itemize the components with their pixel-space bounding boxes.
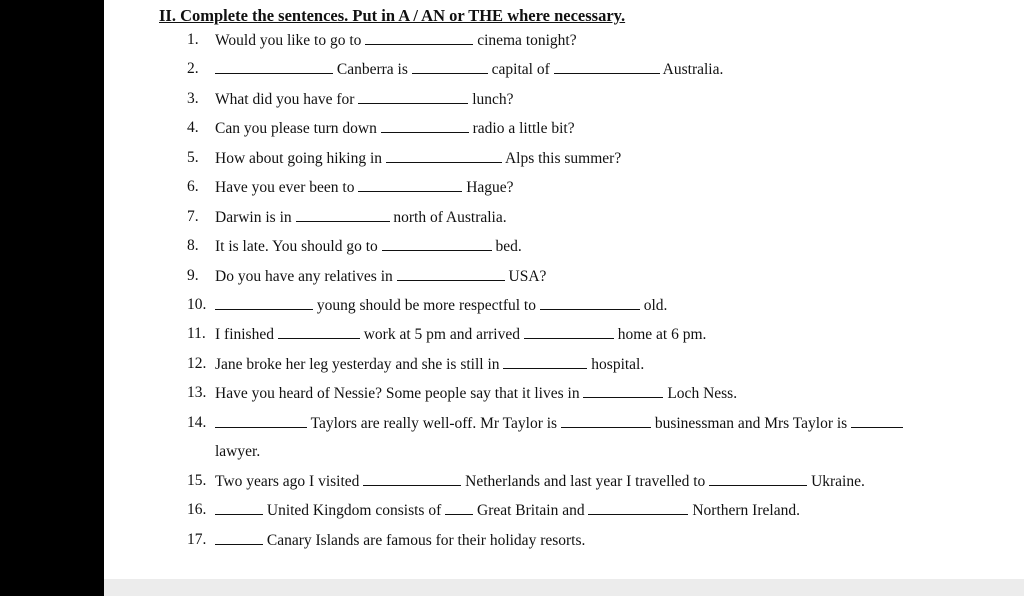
sentence-text: Have you ever been to — [215, 179, 355, 196]
sentence-text: Loch Ness. — [667, 385, 738, 402]
sentence-text: Do you have any relatives in — [215, 268, 393, 285]
question-number: 3. — [187, 90, 199, 107]
question-number: 6. — [187, 178, 199, 195]
answer-blank[interactable] — [588, 500, 688, 515]
question-number: 2. — [187, 60, 199, 77]
answer-blank[interactable] — [363, 471, 461, 486]
question-number: 16. — [187, 501, 207, 518]
answer-blank[interactable] — [524, 324, 614, 339]
question-number: 12. — [187, 355, 207, 372]
sentence-text: Ukraine. — [811, 473, 865, 490]
sentence-text: home at 6 pm. — [617, 326, 707, 343]
sentence-text: Hague? — [466, 179, 514, 196]
answer-blank[interactable] — [709, 471, 807, 486]
answer-blank[interactable] — [445, 500, 473, 515]
answer-blank[interactable] — [540, 295, 640, 310]
sentence-text: capital of — [491, 61, 550, 78]
sentence-text: I finished — [215, 326, 274, 343]
sentence-text: Jane broke her leg yesterday and she is still in — [215, 356, 500, 373]
question-number: 17. — [187, 531, 207, 548]
sentence-text: hospital. — [591, 356, 645, 373]
sentence-text: radio a little bit? — [472, 120, 575, 137]
page-bottom-edge — [104, 579, 1024, 596]
answer-blank[interactable] — [851, 413, 903, 428]
sentence-text: It is late. You should go to — [215, 238, 378, 255]
answer-blank[interactable] — [296, 207, 390, 222]
question-number: 10. — [187, 296, 207, 313]
sentence-text: Taylors are really well-off. Mr Taylor is — [310, 415, 558, 432]
sentence-text: Great Britain and — [477, 502, 585, 519]
answer-blank[interactable] — [215, 530, 263, 545]
sentence-text: Two years ago I visited — [215, 473, 360, 490]
answer-blank[interactable] — [215, 59, 333, 74]
exercise-title: II. Complete the sentences. Put in A / AN or THE where necessary. — [159, 6, 626, 25]
question-number: 5. — [187, 149, 199, 166]
answer-blank[interactable] — [215, 413, 307, 428]
answer-blank[interactable] — [397, 266, 505, 281]
sentence-text: businessman and Mrs Taylor is — [654, 415, 848, 432]
answer-blank[interactable] — [412, 59, 488, 74]
answer-blank[interactable] — [583, 383, 663, 398]
question-number: 13. — [187, 384, 207, 401]
sentence-text: Netherlands and last year I travelled to — [465, 473, 706, 490]
question-number: 11. — [187, 325, 206, 342]
sentence-text: old. — [643, 297, 668, 314]
sentence-text: lawyer. — [215, 443, 261, 460]
sentence-text: Australia. — [662, 61, 724, 78]
question-number: 14. — [187, 414, 207, 431]
question-number: 1. — [187, 31, 199, 48]
answer-blank[interactable] — [554, 59, 660, 74]
sentence-text: Canberra is — [336, 61, 408, 78]
sentence-text: What did you have for — [215, 91, 355, 108]
sentence-text: bed. — [495, 238, 522, 255]
answer-blank[interactable] — [215, 500, 263, 515]
question-number: 8. — [187, 237, 199, 254]
sentence-text: United Kingdom consists of — [266, 502, 442, 519]
question-number: 7. — [187, 208, 199, 225]
black-side-bar — [0, 0, 104, 596]
answer-blank[interactable] — [278, 324, 360, 339]
answer-blank[interactable] — [503, 354, 587, 369]
answer-blank[interactable] — [381, 118, 469, 133]
sentence-text: Would you like to go to — [215, 32, 362, 49]
sentence-text: work at 5 pm and arrived — [363, 326, 520, 343]
answer-blank[interactable] — [215, 295, 313, 310]
sentence-text: How about going hiking in — [215, 150, 383, 167]
answer-blank[interactable] — [382, 236, 492, 251]
sentence-text: USA? — [508, 268, 547, 285]
sentence-text: Alps this summer? — [504, 150, 622, 167]
sentence-text: north of Australia. — [393, 209, 507, 226]
answer-blank[interactable] — [365, 30, 473, 45]
worksheet — [104, 0, 1024, 579]
sentence-text: Have you heard of Nessie? Some people say that it lives in — [215, 385, 580, 402]
answer-blank[interactable] — [358, 89, 468, 104]
answer-blank[interactable] — [386, 148, 502, 163]
sentence-text: lunch? — [472, 91, 514, 108]
question-number: 15. — [187, 472, 207, 489]
answer-blank[interactable] — [561, 413, 651, 428]
sentence-text: cinema tonight? — [477, 32, 577, 49]
answer-blank[interactable] — [358, 177, 462, 192]
question-number: 4. — [187, 119, 199, 136]
sentence-text: Darwin is in — [215, 209, 292, 226]
sentence-text: Northern Ireland. — [692, 502, 800, 519]
sentence-text: young should be more respectful to — [316, 297, 536, 314]
sentence-text: Canary Islands are famous for their holiday resorts. — [266, 532, 586, 549]
sentence-text: Can you please turn down — [215, 120, 377, 137]
question-number: 9. — [187, 267, 199, 284]
